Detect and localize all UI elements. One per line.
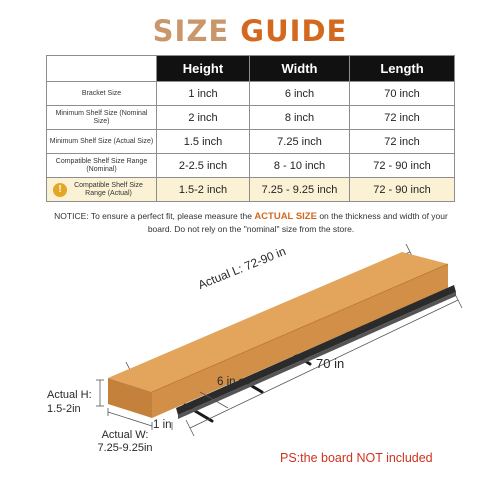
bracket-width-label: 6 in (217, 376, 236, 388)
cell-length: 72 - 90 inch (350, 178, 455, 202)
notice-text (44, 210, 458, 235)
header-length: Length (350, 56, 455, 82)
cell-width: 7.25 - 9.25 inch (250, 178, 350, 202)
cell-width: 7.25 inch (250, 130, 350, 154)
cell-height: 1.5 inch (157, 130, 250, 154)
actual-length-label: Actual L: 72-90 in (196, 244, 288, 292)
header-height: Height (157, 56, 250, 82)
actual-height-title: Actual H: (47, 389, 92, 401)
table-row (47, 154, 455, 178)
actual-width-label (70, 429, 180, 455)
cell-width: 6 inch (250, 82, 350, 106)
notice-accent: ACTUAL SIZE (254, 211, 317, 222)
title-part-1: SIZE (152, 14, 241, 48)
cell-length: 70 inch (350, 82, 455, 106)
table-row (47, 106, 455, 130)
row-label-highlight (47, 178, 157, 202)
wood-shelf (108, 252, 448, 418)
header-corner (47, 56, 157, 82)
cell-length: 72 inch (350, 106, 455, 130)
cell-length: 72 - 90 inch (350, 154, 455, 178)
page-title (0, 14, 500, 48)
size-guide-table (46, 55, 455, 202)
cell-height: 1 inch (157, 82, 250, 106)
notice-prefix: NOTICE: To ensure a perfect fit, please measure the (54, 211, 255, 221)
title-part-2: GUIDE (240, 14, 348, 48)
bracket-height-label: 1 in (153, 419, 172, 431)
cell-width: 8 inch (250, 106, 350, 130)
cell-width: 8 - 10 inch (250, 154, 350, 178)
cell-height: 2-2.5 inch (157, 154, 250, 178)
row-label-text: Compatible Shelf Size Range (Actual) (74, 181, 143, 197)
actual-height-label (47, 388, 107, 416)
row-label: Minimum Shelf Size (Nominal Size) (47, 106, 157, 130)
table-row (47, 130, 455, 154)
notice-suffix: on the thickness and width of your board. Do not rely on the "nominal" size from the store. (147, 211, 448, 234)
cell-height: 2 inch (157, 106, 250, 130)
cell-length: 72 inch (350, 130, 455, 154)
bracket-length-label: 70 in (316, 356, 345, 371)
row-label: Bracket Size (47, 82, 157, 106)
table-header-row (47, 56, 455, 82)
table-row (47, 82, 455, 106)
row-label: Minimum Shelf Size (Actual Size) (47, 130, 157, 154)
header-width: Width (250, 56, 350, 82)
actual-width-value: 7.25-9.25in (97, 442, 153, 454)
actual-width-title: Actual W: (101, 429, 149, 441)
actual-height-value: 1.5-2in (47, 403, 81, 415)
row-label: Compatible Shelf Size Range (Nominal) (47, 154, 157, 178)
shelf-bracket-diagram (0, 240, 500, 460)
cell-height: 1.5-2 inch (157, 178, 250, 202)
board-not-included-note: PS:the board NOT included (280, 451, 433, 465)
table-row-highlight (47, 178, 455, 202)
warning-icon: ! (53, 183, 67, 197)
